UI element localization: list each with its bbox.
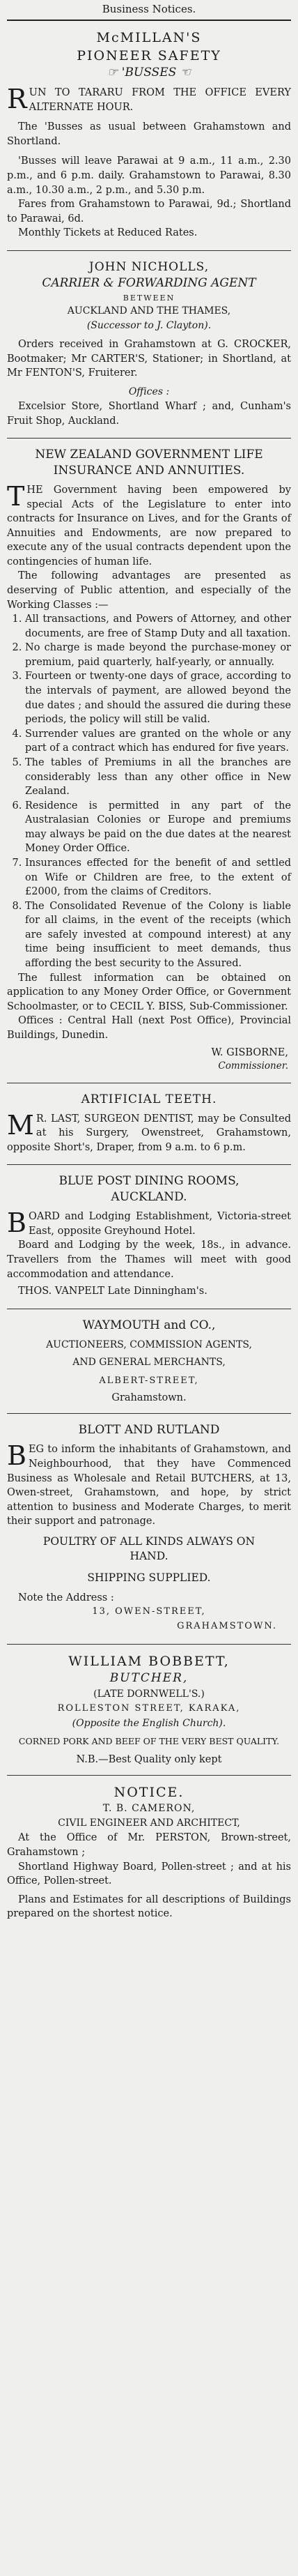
ad-paragraph: Offices : Central Hall (next Post Office), Provincial Buildings, Dunedin. <box>7 1015 291 1041</box>
ad-paragraph: BOARD and Lodging Establishment, Victoria-street East, opposite Greyhound Hotel. <box>7 1207 291 1239</box>
ad-shipping: SHIPPING SUPPLIED. <box>87 1571 211 1584</box>
ad-poultry: POULTRY OF ALL KINDS ALWAYS ON <box>42 1534 256 1548</box>
ad-nb: N.B.—Best Quality only kept <box>76 1753 222 1765</box>
ad-blue-post-dining <box>7 1165 291 1308</box>
ad-name: JOHN NICHOLLS, <box>88 259 210 274</box>
hand-ornament-icon: ☞ <box>107 66 118 80</box>
ad-successor: (Successor to J. Clayton). <box>86 320 212 332</box>
ad-title: ARTIFICIAL TEETH. <box>81 1092 217 1106</box>
ad-address: 13, OWEN-STREET, <box>92 1606 206 1617</box>
ad-name: WILLIAM BOBBETT, <box>68 1653 230 1669</box>
ad-signer: W. GISBORNE, <box>211 1046 288 1058</box>
ad-waymouth <box>7 1309 291 1414</box>
ad-mcmillans-busses <box>7 21 291 250</box>
ad-paragraph: The following advantages are presented as deserving of Public attention, and especially of the Working Classes :— <box>7 570 291 611</box>
list-item: 1. All transactions, and Powers of Attorney, and other documents, are free of Stamp Duty and all taxation. <box>25 612 291 641</box>
ad-paragraph: Monthly Tickets at Reduced Rates. <box>18 227 198 239</box>
ad-late: (LATE DORNWELL'S.) <box>93 1689 205 1700</box>
ad-body: BEG to inform the inhabitants of Grahamstown, and Neighbourhood, that they have Commenced Business as Wholesale and Retail BUTCHERS, at 13, Owen-street, Grahamstown, and hope, by strict attention to business and Moderate Charges, to merit their support and patronage. <box>7 1440 291 1527</box>
ad-paragraph: The fullest information can be obtained on application to any Money Order Office, or Government Schoolmaster, or to CECIL Y. BISS, Sub-Commissioner. <box>7 972 291 1012</box>
list-item: 2. No charge is made beyond the purchase-money or premium, paid quarterly, half-yearly, or annually. <box>25 641 291 669</box>
ad-paragraph: Plans and Estimates for all descriptions of Buildings prepared on the shortest notice. <box>7 1893 291 1920</box>
ad-paragraph: 'Busses will leave Parawai at 9 a.m., 11 a.m., 2.30 p.m., and 6 p.m. daily. Grahamstown to Parawai, 8.30 a.m., 10.30 a.m., 2 p.m., and 5.30 p.m. <box>7 155 291 196</box>
ad-poultry: HAND. <box>130 1549 168 1562</box>
ad-note: Note the Address : <box>18 1592 114 1603</box>
ad-line: AUCTIONEERS, COMMISSION AGENTS, <box>46 1339 252 1350</box>
ad-artificial-teeth <box>7 1083 291 1165</box>
ad-trade: BUTCHER, <box>109 1671 189 1686</box>
list-item: 8. The Consolidated Revenue of the Colony is liable for all claims, in the event of the receipts (which are safely invested at compound interest) at any time being insufficient to meet demands, thus affording the best security to the Assured. <box>25 899 291 971</box>
ad-paragraph: At the Office of Mr. PERSTON, Brown-street, Grahamstown ; <box>7 1832 291 1858</box>
ad-body: MR. LAST, SURGEON DENTIST, may be Consulted at his Surgery, Owenstreet, Grahamstown, opposite Short's, Draper, from 9 a.m. to 6 p.m. <box>7 1109 291 1153</box>
ad-blott-rutland <box>7 1414 291 1643</box>
list-item: 4. Surrender values are granted on the whole or any part of a contract which has endured for five years. <box>25 727 291 756</box>
advantages-list <box>7 612 291 970</box>
list-item: 5. The tables of Premiums in all the branches are considerably less than any other office in New Zealand. <box>25 756 291 799</box>
ad-subtitle <box>7 65 291 82</box>
ad-name: T. B. CAMERON, <box>102 1803 196 1815</box>
busses-label: 'BUSSES <box>121 66 177 80</box>
ad-name: McMILLAN'S <box>96 30 202 45</box>
list-item: 7. Insurances effected for the benefit of and settled on Wife or Children are free, to the extent of £2000, from the claims of Creditors. <box>25 856 291 899</box>
ad-route: AUCKLAND AND THE THAMES, <box>67 305 231 317</box>
ad-william-bobbett <box>7 1645 291 1775</box>
ad-street: ALBERT-STREET, <box>99 1375 199 1386</box>
ad-corned: CORNED PORK AND BEEF OF THE VERY BEST QUALITY. <box>18 1736 280 1747</box>
ad-line: AND GENERAL MERCHANTS, <box>72 1356 226 1368</box>
ad-paragraph: Orders received in Grahamstown at G. CROCKER, Bootmaker; Mr CARTER'S, Stationer; in Shortland, at Mr FENTON'S, Fruiterer. <box>7 339 291 379</box>
ad-paragraph: The 'Busses as usual between Grahamstown and Shortland. <box>7 121 291 147</box>
ad-government-insurance <box>7 439 291 1083</box>
list-item: 6. Residence is permitted in any part of the Australasian Colonies or Europe and premiums may always be paid on the due dates at the nearest Money Order Office. <box>25 799 291 856</box>
ad-paragraph: Shortland Highway Board, Pollen-street ; and at his Office, Pollen-street. <box>7 1861 291 1887</box>
ad-role: CIVIL ENGINEER AND ARCHITECT, <box>58 1817 240 1829</box>
ad-paragraph: Fares from Grahamstown to Parawai, 9d.; Shortland to Parawai, 6d. <box>7 199 291 224</box>
ad-signer: THOS. VANPELT Late Dinningham's. <box>18 1286 207 1297</box>
ad-tagline: PIONEER SAFETY <box>77 47 221 63</box>
ad-signer-title: Commissioner. <box>218 1060 288 1072</box>
ad-title: AUCKLAND. <box>111 1190 187 1205</box>
ad-paragraph: Excelsior Store, Shortland Wharf ; and, Cunham's Fruit Shop, Auckland. <box>7 400 291 427</box>
ad-title: NOTICE. <box>113 1784 185 1800</box>
ad-offices-label: Offices : <box>128 386 170 397</box>
ad-title: INSURANCE AND ANNUITIES. <box>53 464 245 478</box>
ad-paragraph: Board and Lodging by the week, 18s., in advance. Travellers from the Thames will meet with good accommodation and attendance. <box>7 1240 291 1280</box>
list-item: 3. Fourteen or twenty-one days of grace, according to the intervals of payment, are allowed beyond the due dates ; and should the assured die during these periods, the policy will still be valid. <box>25 669 291 726</box>
ad-title: NEW ZEALAND GOVERNMENT LIFE <box>35 448 263 462</box>
ad-intro: THE Government having been empowered by special Acts of the Legislature to enter into contracts for Insurance on Lives, and for the Grants of Annuities and Endowments, are now prepared to execute any of the usual contracts dependent upon the contingencies of human life. <box>7 480 291 567</box>
ad-trade: CARRIER & FORWARDING AGENT <box>42 275 256 290</box>
ad-between: BETWEEN <box>123 293 175 303</box>
ad-town: Grahamstown. <box>111 1392 187 1404</box>
ad-title: BLOTT AND RUTLAND <box>78 1423 220 1438</box>
ad-title: BLUE POST DINING ROOMS, <box>58 1174 240 1189</box>
ad-cameron-notice <box>7 1776 291 1931</box>
ad-town: GRAHAMSTOWN. <box>177 1620 277 1631</box>
section-header: Business Notices. <box>102 3 196 15</box>
ad-opposite: (Opposite the English Church). <box>72 1718 226 1730</box>
ad-street: ROLLESTON STREET, KARAKA, <box>57 1703 241 1714</box>
hand-ornament-icon: ☜ <box>180 66 191 80</box>
ad-title: WAYMOUTH and CO., <box>82 1318 216 1332</box>
ad-lead: RUN TO TARARU FROM THE OFFICE EVERY ALTERNATE HOUR. <box>7 84 291 115</box>
ad-john-nicholls <box>7 251 291 438</box>
